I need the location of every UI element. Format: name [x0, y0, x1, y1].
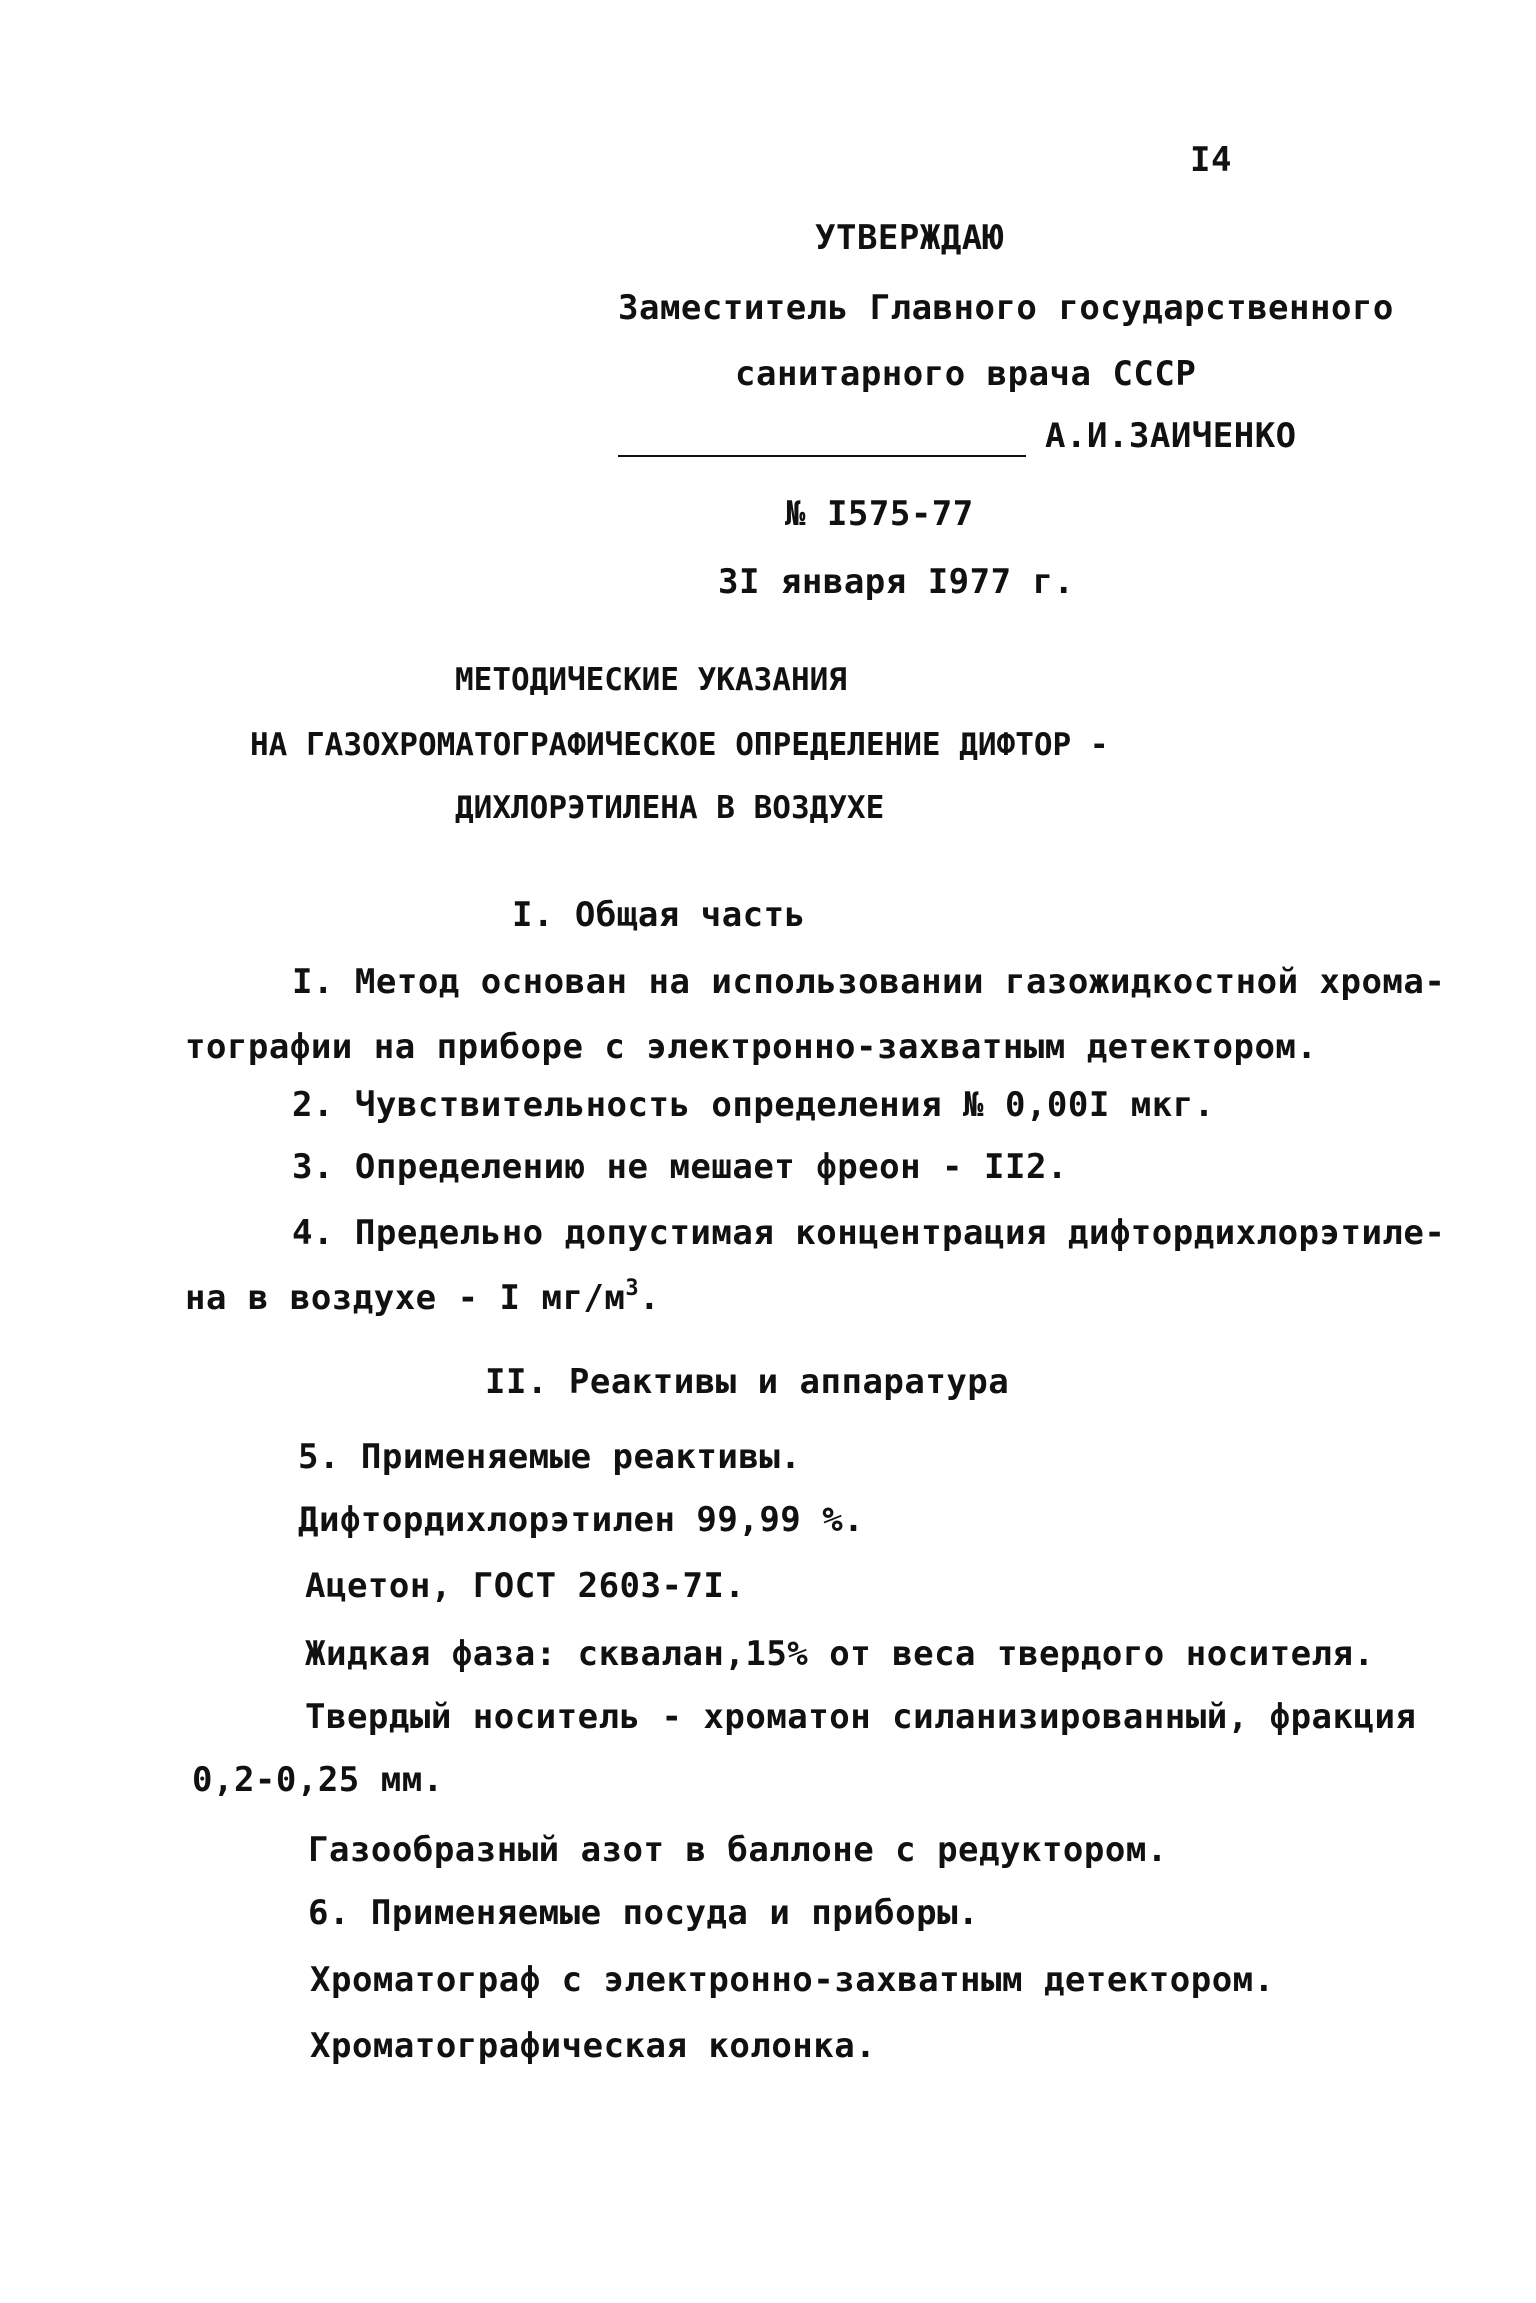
approval-title: УТВЕРЖДАЮ: [815, 218, 1004, 258]
paragraph-4-end: .: [639, 1278, 661, 1318]
section2-heading: II. Реактивы и аппаратура: [485, 1362, 1010, 1402]
signature-line: [618, 455, 1026, 457]
reagent-solid-carrier-line1: Твердый носитель - хроматон силанизированный, фракция: [305, 1697, 1417, 1737]
doc-title-line2: НА ГАЗОХРОМАТОГРАФИЧЕСКОЕ ОПРЕДЕЛЕНИЕ ДИФТОР -: [250, 727, 1109, 763]
paragraph-6: 6. Применяемые посуда и приборы.: [308, 1893, 980, 1933]
reagent-nitrogen: Газообразный азот в баллоне с редуктором.: [308, 1830, 1168, 1870]
doc-title-line1: МЕТОДИЧЕСКИЕ УКАЗАНИЯ: [455, 662, 847, 698]
reagent-difluorodichloroethylene: Дифтордихлорэтилен 99,99 %.: [298, 1500, 865, 1540]
paragraph-4-line1: 4. Предельно допустимая концентрация дифтордихлорэтиле-: [292, 1213, 1446, 1253]
approval-number: № I575-77: [785, 494, 974, 534]
reagent-solid-carrier-line2: 0,2-0,25 мм.: [192, 1760, 444, 1800]
approval-position-line2: санитарного врача СССР: [735, 354, 1197, 394]
doc-title-line3: ДИХЛОРЭТИЛЕНА В ВОЗДУХЕ: [455, 790, 885, 826]
paragraph-1-line1: I. Метод основан на использовании газожидкостной хрома-: [292, 962, 1446, 1002]
paragraph-4-text: на в воздухе - I мг/м: [185, 1278, 626, 1318]
approval-date: 3I января I977 г.: [718, 562, 1075, 602]
section1-heading: I. Общая часть: [512, 895, 806, 935]
reagent-acetone: Ацетон, ГОСТ 2603-7I.: [305, 1566, 746, 1606]
paragraph-4-line2: [185, 1278, 660, 1318]
paragraph-4-superscript: 3: [625, 1276, 640, 1301]
equipment-chromatograph: Хроматограф с электронно-захватным детектором.: [310, 1960, 1275, 2000]
approval-position-line1: Заместитель Главного государственного: [618, 288, 1394, 328]
approval-signer: А.И.ЗАИЧЕНКО: [1045, 416, 1297, 456]
page-number: I4: [1190, 140, 1232, 180]
paragraph-3: 3. Определению не мешает фреон - II2.: [292, 1147, 1068, 1187]
equipment-column: Хроматографическая колонка.: [310, 2026, 877, 2066]
paragraph-1-line2: тографии на приборе с электронно-захватным детектором.: [185, 1027, 1318, 1067]
paragraph-5: 5. Применяемые реактивы.: [298, 1437, 802, 1477]
reagent-liquid-phase: Жидкая фаза: сквалан,15% от веса твердого носителя.: [305, 1634, 1375, 1674]
paragraph-2: 2. Чувствительность определения № 0,00I мкг.: [292, 1085, 1215, 1125]
